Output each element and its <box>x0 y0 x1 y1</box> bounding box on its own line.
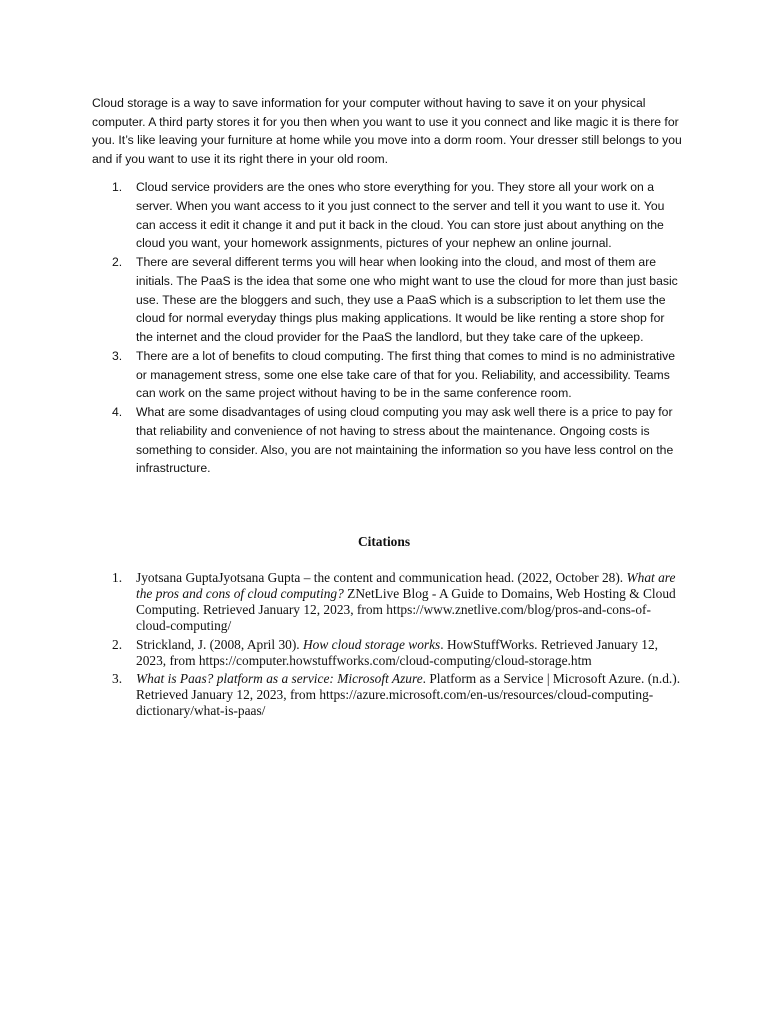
list-item <box>92 178 684 253</box>
list-number: 4. <box>112 405 123 419</box>
citation-source: ZNetLive Blog - A Guide to Domains, Web Hosting & Cloud Computing. Retrieved January 12, 2023, from https://www.znetlive.com/blog/pros-and-cons-of-cloud-computing/ <box>136 585 676 633</box>
citation-author: Jyotsana GuptaJyotsana Gupta – the content and communication head. (2022, October 28). <box>136 570 627 585</box>
list-number: 2. <box>112 255 123 269</box>
list-item-text: Cloud service providers are the ones who store everything for you. They store all your work on a server. When you want access to it you just connect to the server and tell it you want to use it. You can access it edit it change it and put it back in the cloud. You can store just about anything on the cloud you want, your homework assignments, pictures of your nephew an online journal. <box>136 180 665 251</box>
citation-number: 3. <box>112 671 123 687</box>
citation-source: . HowStuffWorks. Retrieved January 12, 2023, from https://computer.howstuffworks.com/cloud-computing/cloud-storage.htm <box>136 636 658 668</box>
list-item <box>92 403 684 478</box>
numbered-list <box>92 178 684 478</box>
list-item-text: What are some disadvantages of using cloud computing you may ask well there is a price to pay for that reliability and convenience of not having to stress about the maintenance. Ongoing costs is something to consider. Also, you are not maintaining the information so you have less control on the infrastructure. <box>136 405 674 476</box>
list-item-text: There are a lot of benefits to cloud computing. The first thing that comes to mind is no administrative or management stress, some one else take care of that for you. Reliability, and accessibility. Teams can work on the same project without having to be in the same conference room. <box>136 348 676 401</box>
citation-item <box>92 637 682 669</box>
intro-paragraph: Cloud storage is a way to save information for your computer without having to save it on your physical computer. A third party stores it for you then when you want to use it you connect and like magic it is there for you. It’s like leaving your furniture at home while you move into a dorm room. Your dresser still belongs to you and if you want to use it its right there in your old room. <box>92 96 682 166</box>
list-item <box>92 347 684 403</box>
citation-item <box>92 570 682 634</box>
citation-title: What is Paas? platform as a service: Microsoft Azure <box>136 671 423 687</box>
citation-number: 2. <box>112 636 123 652</box>
citation-title: How cloud storage works <box>303 636 441 652</box>
citation-number: 1. <box>112 570 123 585</box>
citation-author: Strickland, J. (2008, April 30). <box>136 636 303 652</box>
citations-list <box>92 570 682 722</box>
citation-source: . Platform as a Service | Microsoft Azure. (n.d.). Retrieved January 12, 2023, from https://azure.microsoft.com/en-us/resources/cloud-computing-dictionary/what-is-paas/ <box>136 671 681 719</box>
list-number: 1. <box>112 180 123 194</box>
list-number: 3. <box>112 348 123 363</box>
citation-title: What are the pros and cons of cloud computing? <box>136 570 676 601</box>
citations-heading: Citations <box>357 534 411 549</box>
list-item-text: There are several different terms you will hear when looking into the cloud, and most of them are initials. The PaaS is the idea that some one who might want to use the cloud for more than just basic use. These are the bloggers and such, they use a PaaS which is a subscription to let them use the cloud for normal everyday things plus making applications. It would be like renting a store shop for the internet and the cloud provider for the PaaS the landlord, but they take care of the upkeep. <box>136 255 678 344</box>
citation-item <box>92 671 682 719</box>
list-item <box>92 253 684 347</box>
